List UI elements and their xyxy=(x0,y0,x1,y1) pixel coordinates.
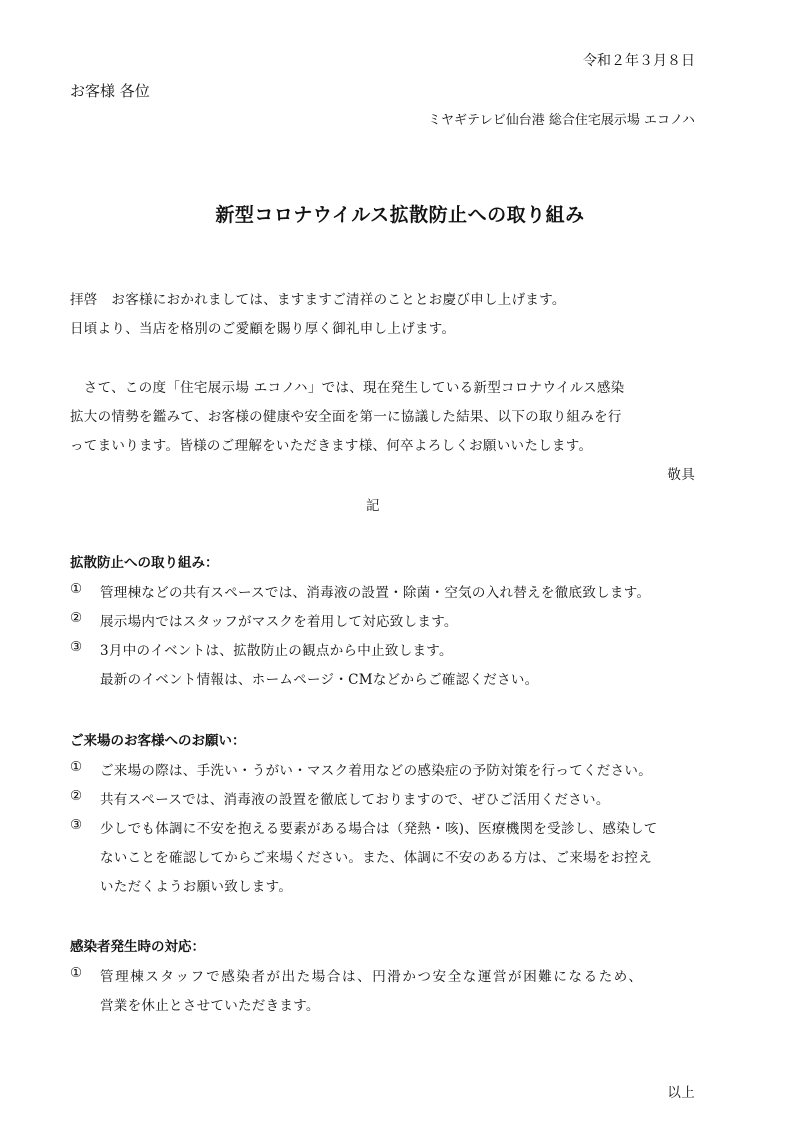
list-item-continued: 営業を休止とさせていただきます。 xyxy=(100,998,320,1014)
document-title: 新型コロナウイルス拡散防止への取り組み xyxy=(215,204,585,226)
list-number: ① xyxy=(70,965,83,981)
list-number: ② xyxy=(70,788,83,804)
list-number: ③ xyxy=(70,639,83,655)
recipient: お客様 各位 xyxy=(70,82,150,100)
list-item: 管理棟などの共有スペースでは、消毒液の設置・除菌・空気の入れ替えを徹底致します。 xyxy=(100,585,651,601)
list-item: 展示場内ではスタッフがマスクを着用して対応致します。 xyxy=(100,614,458,630)
keigu: 敬具 xyxy=(667,467,695,483)
greeting-line-2: 日頃より、当店を格別のご愛顧を賜り厚く御礼申し上げます。 xyxy=(70,321,456,337)
list-item-continued: いただくようお願い致します。 xyxy=(100,879,293,895)
list-number: ③ xyxy=(70,817,83,833)
list-number: ① xyxy=(70,759,83,775)
ijou: 以上 xyxy=(667,1085,695,1101)
section-heading-infection-response: 感染者発生時の対応： xyxy=(70,939,205,955)
sender: ミヤギテレビ仙台港 総合住宅展示場 エコノハ xyxy=(428,113,695,128)
intro-line-3: ってまいります。皆様のご理解をいただきます様、何卒よろしくお願いいたします。 xyxy=(70,438,593,454)
list-item: 3月中のイベントは、拡散防止の観点から中止致します。 xyxy=(100,643,453,659)
list-number: ① xyxy=(70,581,83,597)
section-heading-visitors: ご来場のお客様へのお願い： xyxy=(70,733,246,749)
list-number: ② xyxy=(70,610,83,626)
intro-line-2: 拡大の情勢を鑑みて、お客様の健康や安全面を第一に協議した結果、以下の取り組みを行 xyxy=(70,409,622,425)
list-item: 管理棟スタッフで感染者が出た場合は、円滑かつ安全な運営が困難になるため、 xyxy=(100,969,644,985)
section-heading-prevention: 拡散防止への取り組み： xyxy=(70,555,219,571)
list-item: 少しでも体調に不安を抱える要素がある場合は（発熱・咳)、医療機関を受診し、感染して xyxy=(100,821,658,837)
date: 令和２年３月８日 xyxy=(583,53,695,69)
list-item: 共有スペースでは、消毒液の設置を徹底しておりますので、ぜひご活用ください。 xyxy=(100,792,610,808)
ki: 記 xyxy=(366,498,380,514)
list-item-continued: ないことを確認してからご来場ください。また、体調に不安のある方は、ご来場をお控え xyxy=(100,850,652,866)
greeting-line-1: 拝啓 お客様におかれましては、ますますご清祥のこととお慶び申し上げます。 xyxy=(70,292,566,308)
list-item: ご来場の際は、手洗い・うがい・マスク着用などの感染症の予防対策を行ってください。 xyxy=(100,763,652,779)
intro-line-1: さて、この度「住宅展示場 エコノハ」では、現在発生している新型コロナウイルス感染 xyxy=(70,380,625,396)
list-item-continued: 最新のイベント情報は、ホームページ・CMなどからご確認ください。 xyxy=(100,672,539,688)
